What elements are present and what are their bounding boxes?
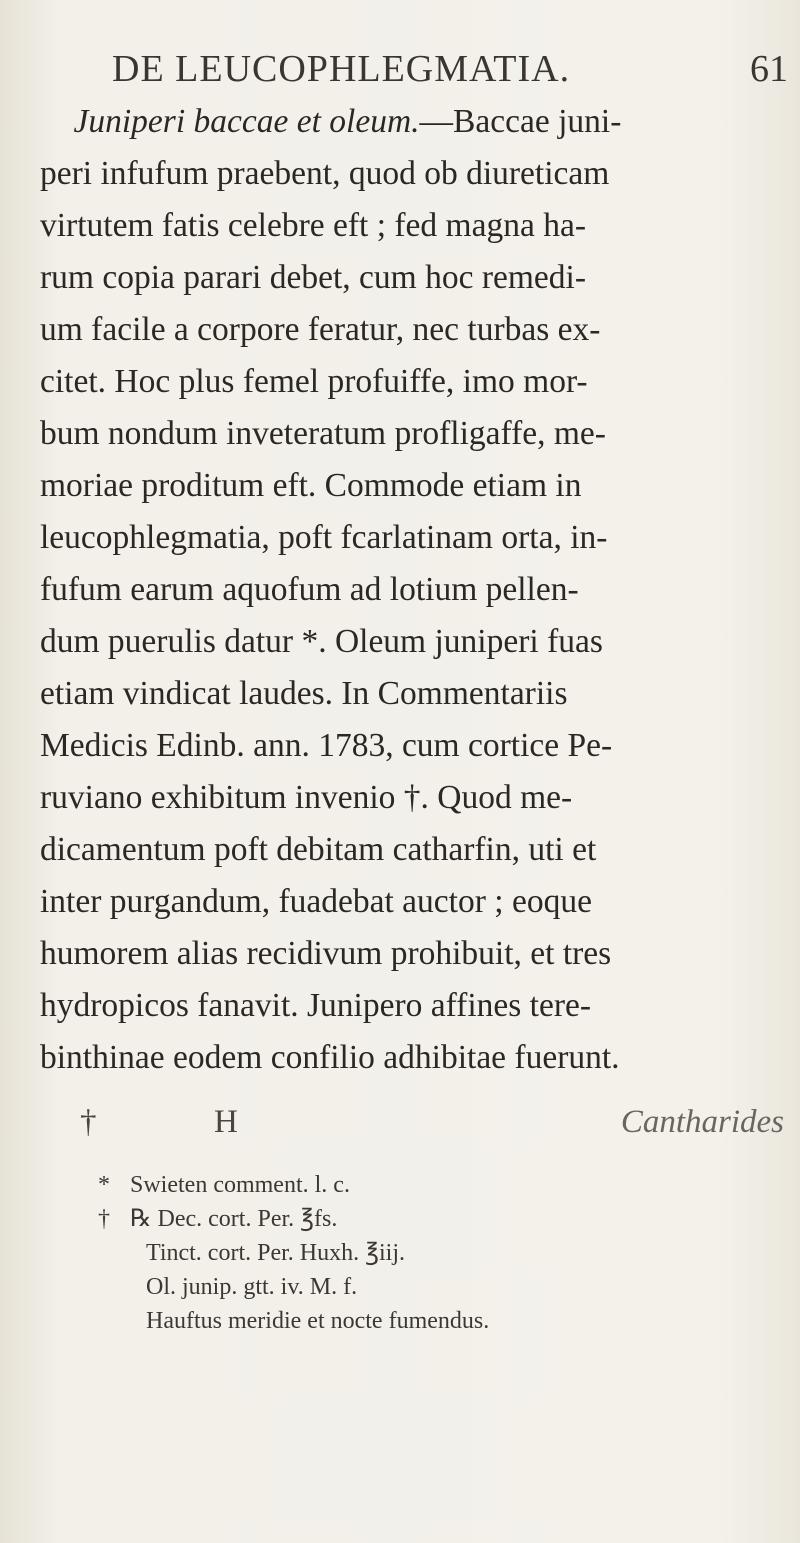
catchword-line bbox=[40, 1097, 784, 1147]
main-paragraph bbox=[40, 96, 784, 1084]
signature-mark: H bbox=[214, 1104, 238, 1140]
body-line: binthinae eodem confilio adhibitae fuerunt. bbox=[40, 1039, 620, 1076]
footnote-continuation: Tinct. cort. Per. Huxh. ℥iij. bbox=[146, 1240, 405, 1266]
footnote-text: ℞ Dec. cort. Per. ℥fs. bbox=[130, 1206, 338, 1232]
body-line: rum copia parari debet, cum hoc remedi- bbox=[40, 259, 586, 296]
body-line: etiam vindicat laudes. In Commentariis bbox=[40, 675, 568, 712]
footnotes bbox=[98, 1168, 738, 1338]
footnote-text: Swieten comment. l. c. bbox=[130, 1172, 350, 1198]
body-line: humorem alias recidivum prohibuit, et tres bbox=[40, 935, 612, 972]
body-line: inter purgandum, fuadebat auctor ; eoque bbox=[40, 883, 592, 920]
body-line: citet. Hoc plus femel profuiffe, imo mor- bbox=[40, 363, 588, 400]
body-line: bum nondum inveteratum profligaffe, me- bbox=[40, 415, 606, 452]
footnote-continuation: Ol. junip. gtt. iv. M. f. bbox=[146, 1274, 358, 1300]
footnote-mark: † bbox=[98, 1206, 110, 1232]
dagger-mark: † bbox=[80, 1104, 97, 1140]
body-line: leucophlegmatia, poft fcarlatinam orta, in- bbox=[40, 519, 608, 556]
body-line: virtutem fatis celebre eft ; fed magna ha- bbox=[40, 207, 586, 244]
body-line: um facile a corpore feratur, nec turbas ex- bbox=[40, 311, 601, 348]
running-head bbox=[112, 46, 788, 92]
body-line: ruviano exhibitum invenio †. Quod me- bbox=[40, 779, 573, 816]
catchword: Cantharides bbox=[620, 1104, 784, 1140]
page-number: 61 bbox=[750, 48, 788, 90]
body-line-text: —Baccae juni- bbox=[419, 103, 622, 140]
footnote-mark: * bbox=[98, 1172, 110, 1198]
footnote bbox=[98, 1168, 738, 1202]
body-line: hydropicos fanavit. Junipero affines tere- bbox=[40, 987, 592, 1024]
body-line: dicamentum poft debitam catharfin, uti et bbox=[40, 831, 597, 868]
footnote bbox=[98, 1202, 738, 1236]
body-line: moriae proditum eft. Commode etiam in bbox=[40, 467, 582, 504]
body-line bbox=[40, 96, 784, 148]
body-line: fufum earum aquofum ad lotium pellen- bbox=[40, 571, 579, 608]
section-heading: Juniperi baccae et oleum. bbox=[73, 103, 420, 140]
body-line: dum puerulis datur *. Oleum juniperi fuas bbox=[40, 623, 603, 660]
footnote-continuation: Hauftus meridie et nocte fumendus. bbox=[146, 1308, 490, 1334]
body-line: Medicis Edinb. ann. 1783, cum cortice Pe- bbox=[40, 727, 613, 764]
body-line: peri infufum praebent, quod ob diureticam bbox=[40, 155, 610, 192]
running-title: DE LEUCOPHLEGMATIA. bbox=[112, 48, 571, 90]
